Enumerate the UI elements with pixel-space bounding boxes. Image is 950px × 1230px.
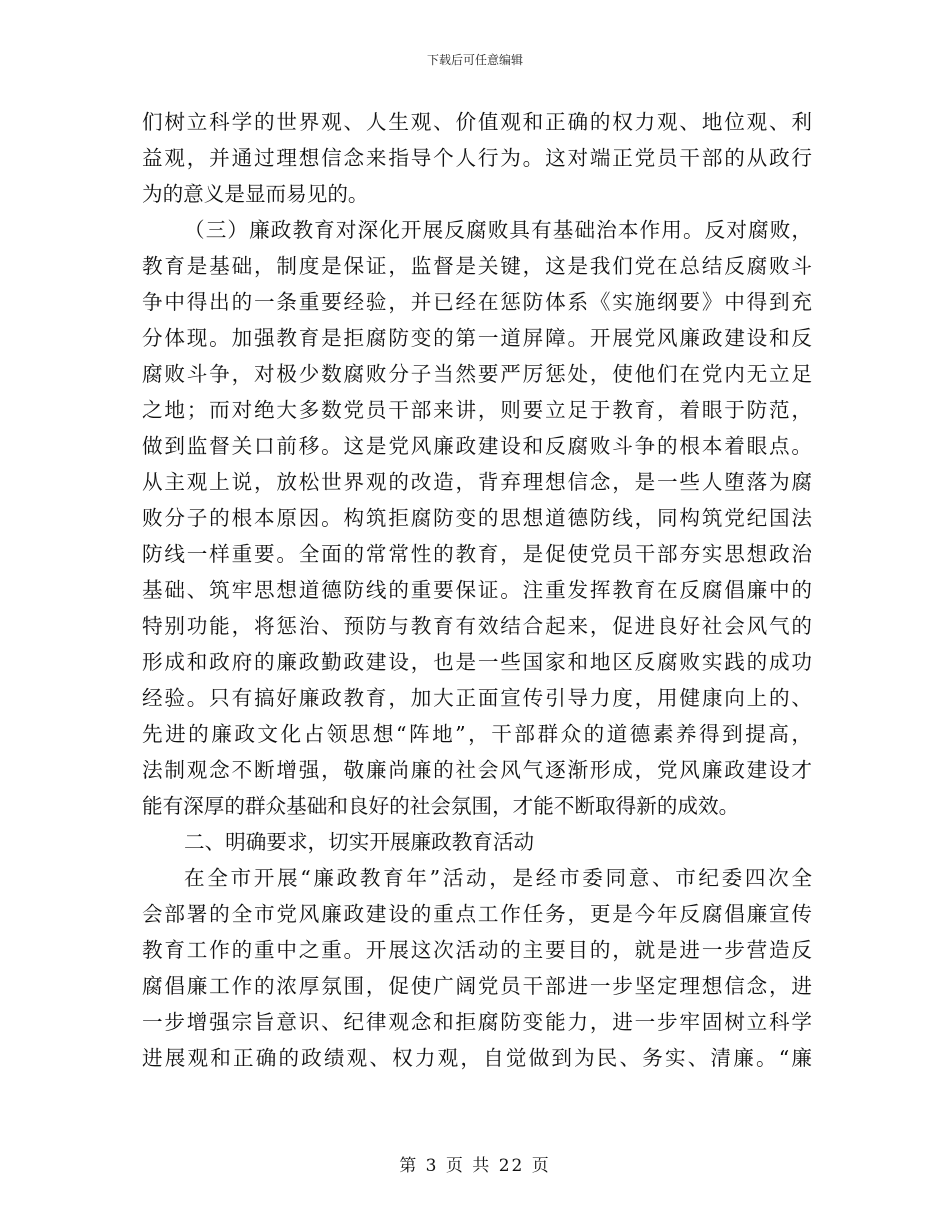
text-line: 能有深厚的群众基础和良好的社会氛围，才能不断取得新的成效。	[142, 794, 740, 818]
text-line: 益观，并通过理想信念来指导个人行为。这对端正党员干部的从政行	[142, 146, 812, 170]
text-line: 在全市开展“廉政教育年”活动，是经市委同意、市纪委四次全	[184, 866, 812, 890]
text-line: 做到监督关口前移。这是党风廉政建设和反腐败斗争的根本着眼点。	[142, 434, 812, 458]
text-line: 败分子的根本原因。构筑拒腐防变的思想道德防线，同构筑党纪国法	[142, 506, 812, 530]
text-line: 为的意义是显而易见的。	[142, 182, 369, 206]
section-heading: 二、明确要求，切实开展廉政教育活动	[184, 830, 535, 854]
text-line: 法制观念不断增强，敬廉尚廉的社会风气逐渐形成，党风廉政建设才	[142, 758, 812, 782]
document-body	[142, 104, 812, 1076]
text-line: 分体现。加强教育是拒腐防变的第一道屏障。开展党风廉政建设和反	[142, 326, 812, 350]
text-line: 特别功能，将惩治、预防与教育有效结合起来，促进良好社会风气的	[142, 614, 812, 638]
text-line: 腐倡廉工作的浓厚氛围，促使广阔党员干部进一步坚定理想信念，进	[142, 974, 812, 998]
page-number-footer: 第 3 页 共 22 页	[399, 1156, 551, 1176]
text-line: 进展观和正确的政绩观、权力观，自觉做到为民、务实、清廉。“廉	[142, 1046, 812, 1070]
text-line: 防线一样重要。全面的常常性的教育，是促使党员干部夯实思想政治	[142, 542, 812, 566]
text-line: 之地；而对绝大多数党员干部来讲，则要立足于教育，着眼于防范，	[142, 398, 812, 422]
text-line: 先进的廉政文化占领思想“阵地”，干部群众的道德素养得到提高，	[142, 722, 812, 746]
text-line: 经验。只有搞好廉政教育，加大正面宣传引导力度，用健康向上的、	[142, 686, 812, 710]
text-line: 基础、筑牢思想道德防线的重要保证。注重发挥教育在反腐倡廉中的	[142, 578, 812, 602]
text-line: 教育工作的重中之重。开展这次活动的主要目的，就是进一步营造反	[142, 938, 812, 962]
text-line: 教育是基础，制度是保证，监督是关键，这是我们党在总结反腐败斗	[142, 254, 812, 278]
page-header: 下载后可任意编辑	[426, 53, 523, 67]
text-line: 争中得出的一条重要经验，并已经在惩防体系《实施纲要》中得到充	[142, 290, 812, 314]
text-line: 一步增强宗旨意识、纪律观念和拒腐防变能力，进一步牢固树立科学	[142, 1010, 812, 1034]
text-line: （三）廉政教育对深化开展反腐败具有基础治本作用。反对腐败，	[184, 218, 812, 242]
text-line: 们树立科学的世界观、人生观、价值观和正确的权力观、地位观、利	[142, 110, 812, 134]
text-line: 会部署的全市党风廉政建设的重点工作任务，更是今年反腐倡廉宣传	[142, 902, 812, 926]
text-line: 从主观上说，放松世界观的改造，背弃理想信念，是一些人堕落为腐	[142, 470, 812, 494]
text-line: 腐败斗争，对极少数腐败分子当然要严厉惩处，使他们在党内无立足	[142, 362, 812, 386]
text-line: 形成和政府的廉政勤政建设，也是一些国家和地区反腐败实践的成功	[142, 650, 812, 674]
